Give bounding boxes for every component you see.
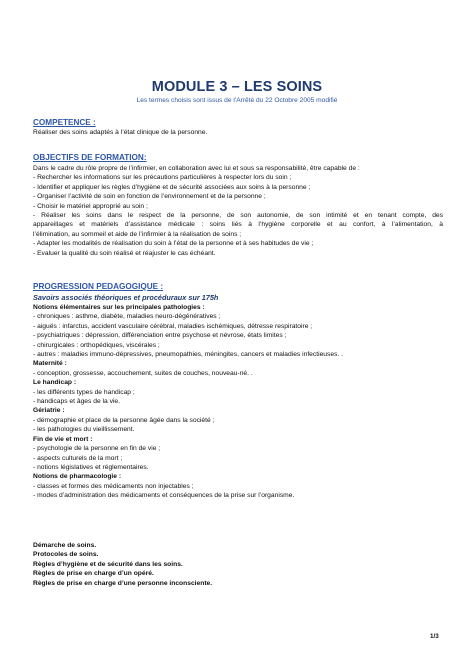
objectif-line: - Choisir le matériel approprié au soin ; <box>33 202 148 210</box>
geriatrie-title: Gériatrie : <box>33 407 65 415</box>
objectif-line: - Rechercher les informations sur les précautions particulières à respecter lors du soin ; <box>33 174 292 182</box>
objectif-line: - Evaluer la qualité du soin réalisé et réajuster le cas échéant. <box>33 249 216 257</box>
progression-content <box>33 293 443 501</box>
objectif-line: - Adapter les modalités de réalisation du soin à l’état de la personne et à ses habitudes de vie ; <box>33 240 314 248</box>
competence-text <box>33 128 443 137</box>
page-subtitle: Les termes choisis sont issus de l’Arrêté du 22 Octobre 2005 modifié <box>136 97 338 104</box>
demarche-item: Règles de prise en charge d’un opéré. <box>33 570 154 578</box>
demarche-item: Démarche de soins. <box>33 542 97 549</box>
finvie-item: - notions législatives et réglementaires. <box>33 463 149 471</box>
pharma-item: - modes d’administration des médicaments et conséquences de la prise sur l’organisme. <box>33 492 295 500</box>
handicap-item: - handicaps et âges de la vie. <box>33 398 120 406</box>
page-number: 1/3 <box>430 633 439 640</box>
competence-heading: COMPETENCE : <box>33 118 96 127</box>
handicap-title: Le handicap : <box>33 379 77 387</box>
objectif-line: - Réaliser les soins dans le respect de la personne, de son autonomie, de son intimité et en tenant compte, des <box>33 212 443 220</box>
objectif-line: - Organiser l’activité de soin en fonction de l’environnement et de la personne ; <box>33 193 266 201</box>
objectif-line: Dans le cadre du rôle propre de l’infirmier, en collaboration avec lui et sous sa responsabilité, être capable de : <box>33 165 360 172</box>
demarche-item: Règles de prise en charge d’une personne inconsciente. <box>33 579 213 587</box>
objectifs-list <box>33 164 443 258</box>
objectif-line: appareillages et matériels d’assistance médicale : soins liés à l’hygiène corporelle et au confort, à l’alimentation, à <box>33 221 443 229</box>
notion-item: - chroniques : asthme, diabète, maladies neuro-dégénératives ; <box>33 313 221 321</box>
maternite-title: Maternité : <box>33 360 67 368</box>
page-title: MODULE 3 – LES SOINS <box>151 79 323 95</box>
geriatrie-item: - démographie et place de la personne âgée dans la société ; <box>33 416 215 424</box>
notions-title: Notions élémentaires sur les principales pathologies : <box>33 304 205 311</box>
notion-item: - aiguës : infarctus, accident vasculaire cérébral, maladies ischémiques, détresse respiratoire ; <box>33 322 313 330</box>
pharma-title: Notions de pharmacologie : <box>33 473 122 481</box>
demarche-item: Protocoles de soins. <box>33 551 99 559</box>
handicap-item: - les différents types de handicap ; <box>33 388 135 396</box>
finvie-item: - psychologie de la personne en fin de vie ; <box>33 445 161 453</box>
finvie-title: Fin de vie et mort : <box>33 435 93 443</box>
finvie-item: - aspects culturels de la mort ; <box>33 454 123 462</box>
objectifs-heading: OBJECTIFS DE FORMATION: <box>33 153 147 162</box>
notion-item: - chirurgicales : orthopédiques, viscérales ; <box>33 341 160 349</box>
geriatrie-item: - les pathologies du vieillissement. <box>33 426 135 434</box>
demarche-item: Règles d’hygiène et de sécurité dans les soins. <box>33 560 183 568</box>
competence-line: Réaliser des soins adaptés à l’état clinique de la personne. <box>33 129 208 136</box>
progression-subheading: Savoirs associés théoriques et procéduraux sur 175h <box>33 293 219 302</box>
notion-item: - psychiatriques : dépression, différenciation entre psychose et névrose, états limites ; <box>33 332 287 340</box>
notion-item: - autres : maladies immuno-dépressives, pneumopathies, méningites, cancers et maladies infectieuses. . <box>33 351 344 359</box>
progression-heading: PROGRESSION PEDAGOGIQUE : <box>33 282 164 291</box>
objectif-line: - Identifier et appliquer les règles d’hygiène et de sécurité associées aux soins à la personne ; <box>33 183 311 191</box>
pharma-item: - classes et formes des médicaments non injectables ; <box>33 482 194 490</box>
maternite-item: - conception, grossesse, accouchement, suites de couches, nouveau-né. . <box>33 369 253 377</box>
objectif-line: l’élimination, au sommeil et aide de l’infirmier à la réalisation de soins ; <box>33 230 242 238</box>
demarche-list <box>33 541 443 588</box>
